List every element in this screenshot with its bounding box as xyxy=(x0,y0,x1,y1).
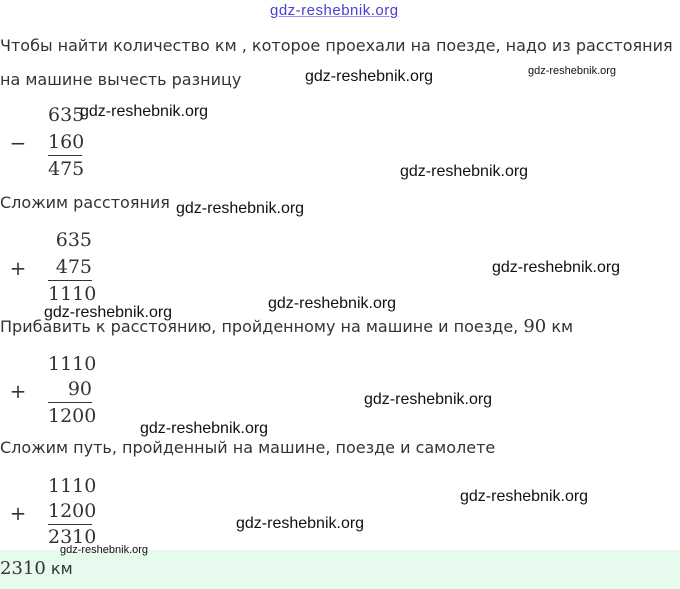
calc4-addend-1: 1110 xyxy=(48,475,97,497)
calc2-plus-sign: + xyxy=(9,256,27,280)
watermark: gdz-reshebnik.org xyxy=(44,304,173,321)
calc1-divider xyxy=(48,155,82,156)
final-answer xyxy=(0,558,73,579)
watermark: gdz-reshebnik.org xyxy=(236,515,365,532)
watermark: gdz-reshebnik.org xyxy=(176,200,305,217)
watermark: gdz-reshebnik.org xyxy=(492,259,621,276)
answer-value: 2310 xyxy=(0,558,46,579)
watermark: gdz-reshebnik.org xyxy=(305,68,434,85)
calc3-divider xyxy=(48,402,92,403)
step4-label: Сложим путь, пройденный на машине, поезде и самолете xyxy=(0,438,496,457)
calc2-addend-1: 635 xyxy=(55,229,92,251)
intro-line-1: Чтобы найти количество км , которое проехали на поезде, надо из расстояния xyxy=(0,36,673,55)
calc3-addend-1: 1110 xyxy=(48,353,97,375)
calc1-result: 475 xyxy=(48,158,85,180)
step2-label: Сложим расстояния xyxy=(0,193,170,212)
step3-value: 90 xyxy=(523,316,547,337)
calc1-minus-sign: − xyxy=(9,131,27,155)
watermark-top: gdz-reshebnik.org xyxy=(270,2,399,19)
watermark: gdz-reshebnik.org xyxy=(140,420,269,437)
calc4-result: 2310 xyxy=(48,526,97,548)
watermark: gdz-reshebnik.org xyxy=(364,391,493,408)
calc1-minuend: 635 xyxy=(48,104,85,126)
calc2-divider xyxy=(48,280,92,281)
watermark: gdz-reshebnik.org xyxy=(80,103,209,120)
step3-text: Прибавить к расстоянию, пройденному на машине и поезде, xyxy=(0,317,519,336)
watermark: gdz-reshebnik.org xyxy=(268,295,397,312)
watermark-small: gdz-reshebnik.org xyxy=(528,65,617,77)
calc1-subtrahend: 160 xyxy=(48,131,85,153)
calc4-divider xyxy=(48,524,92,525)
step3-unit: км xyxy=(551,317,574,336)
calc3-addend-2: 90 xyxy=(67,378,92,400)
calc3-plus-sign: + xyxy=(9,379,27,403)
calc4-plus-sign: + xyxy=(9,501,27,525)
intro-line-2: на машине вычесть разницу xyxy=(0,70,242,89)
watermark: gdz-reshebnik.org xyxy=(400,163,529,180)
watermark: gdz-reshebnik.org xyxy=(460,488,589,505)
calc2-result: 1110 xyxy=(48,283,97,305)
calc2-addend-2: 475 xyxy=(55,256,92,278)
calc4-addend-2: 1200 xyxy=(48,500,97,522)
calc3-result: 1200 xyxy=(48,405,97,427)
watermark-small: gdz-reshebnik.org xyxy=(60,544,149,556)
answer-unit: км xyxy=(50,559,73,578)
